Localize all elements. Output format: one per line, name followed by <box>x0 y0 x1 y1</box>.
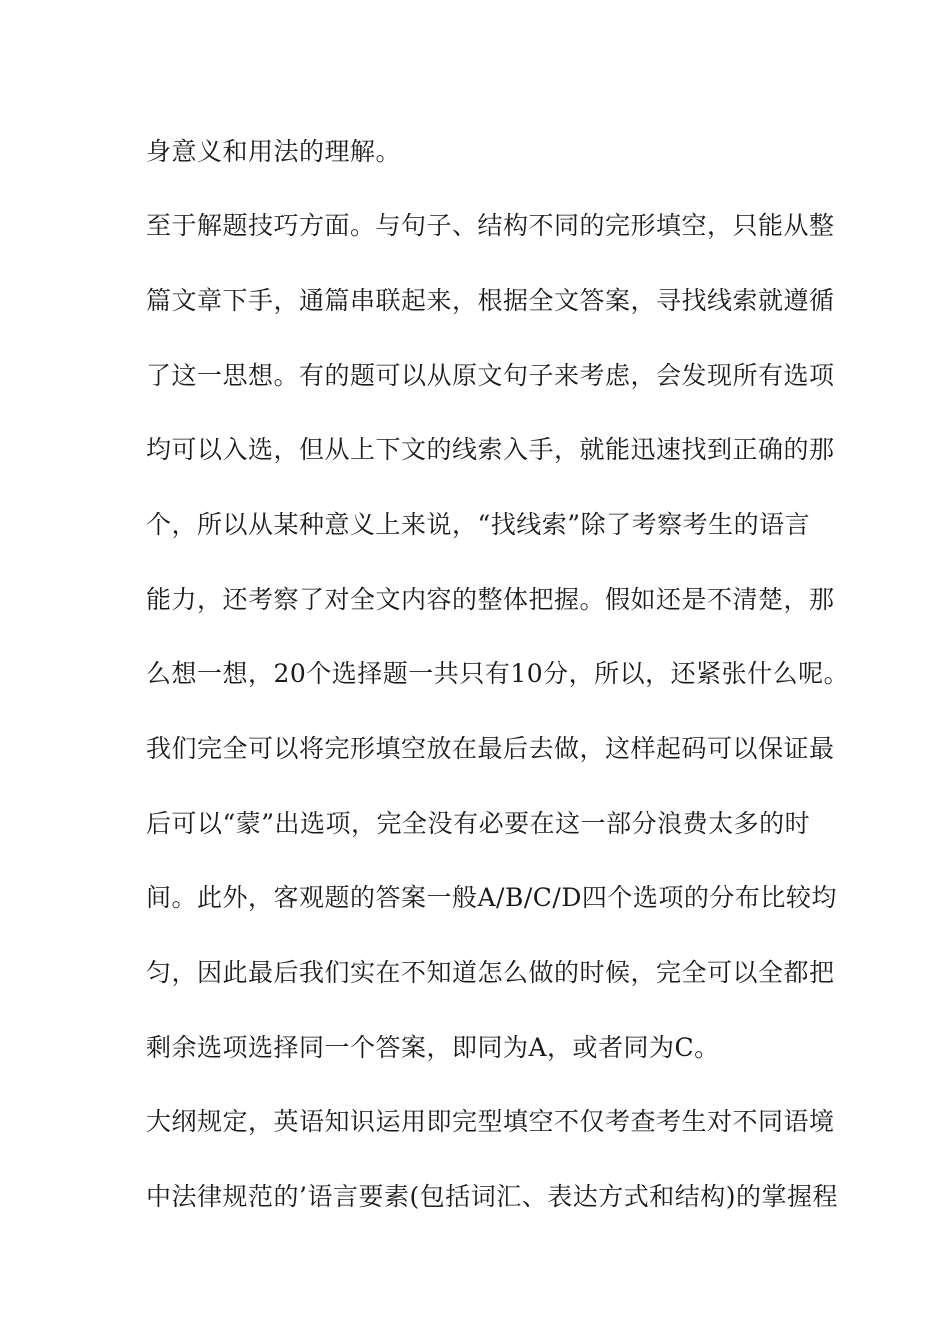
text-line: 剩余选项选择同一个答案，即同为A，或者同为C。 <box>146 1033 720 1062</box>
text-line: 均可以入选，但从上下文的线索入手，就能迅速找到正确的那 <box>146 435 835 464</box>
text-line: 匀，因此最后我们实在不知道怎么做的时候，完全可以全都把 <box>146 958 835 987</box>
text-line: 篇文章下手，通篇串联起来，根据全文答案，寻找线索就遵循 <box>146 286 835 315</box>
text-line: 后可以“蒙”出选项，完全没有必要在这一部分浪费太多的时 <box>146 809 811 838</box>
text-line: 么想一想，20个选择题一共只有10分，所以，还紧张什么呢。 <box>146 659 850 688</box>
text-line: 大纲规定，英语知识运用即完型填空不仅考查考生对不同语境 <box>146 1107 835 1136</box>
text-line: 能力，还考察了对全文内容的整体把握。假如还是不清楚，那 <box>146 585 835 614</box>
text-line: 至于解题技巧方面。与句子、结构不同的完形填空，只能从整 <box>146 211 835 240</box>
text-line: 中法律规范的’语言要素(包括词汇、表达方式和结构)的掌握程 <box>146 1182 838 1211</box>
text-line: 个，所以从某种意义上来说，“找线索”除了考察考生的语言 <box>146 510 811 539</box>
text-line: 了这一思想。有的题可以从原文句子来考虑，会发现所有选项 <box>146 361 835 390</box>
text-line: 间。此外，客观题的答案一般A/B/C/D四个选项的分布比较均 <box>146 883 837 912</box>
text-line: 我们完全可以将完形填空放在最后去做，这样起码可以保证最 <box>146 734 835 763</box>
text-line: 身意义和用法的理解。 <box>146 137 402 166</box>
